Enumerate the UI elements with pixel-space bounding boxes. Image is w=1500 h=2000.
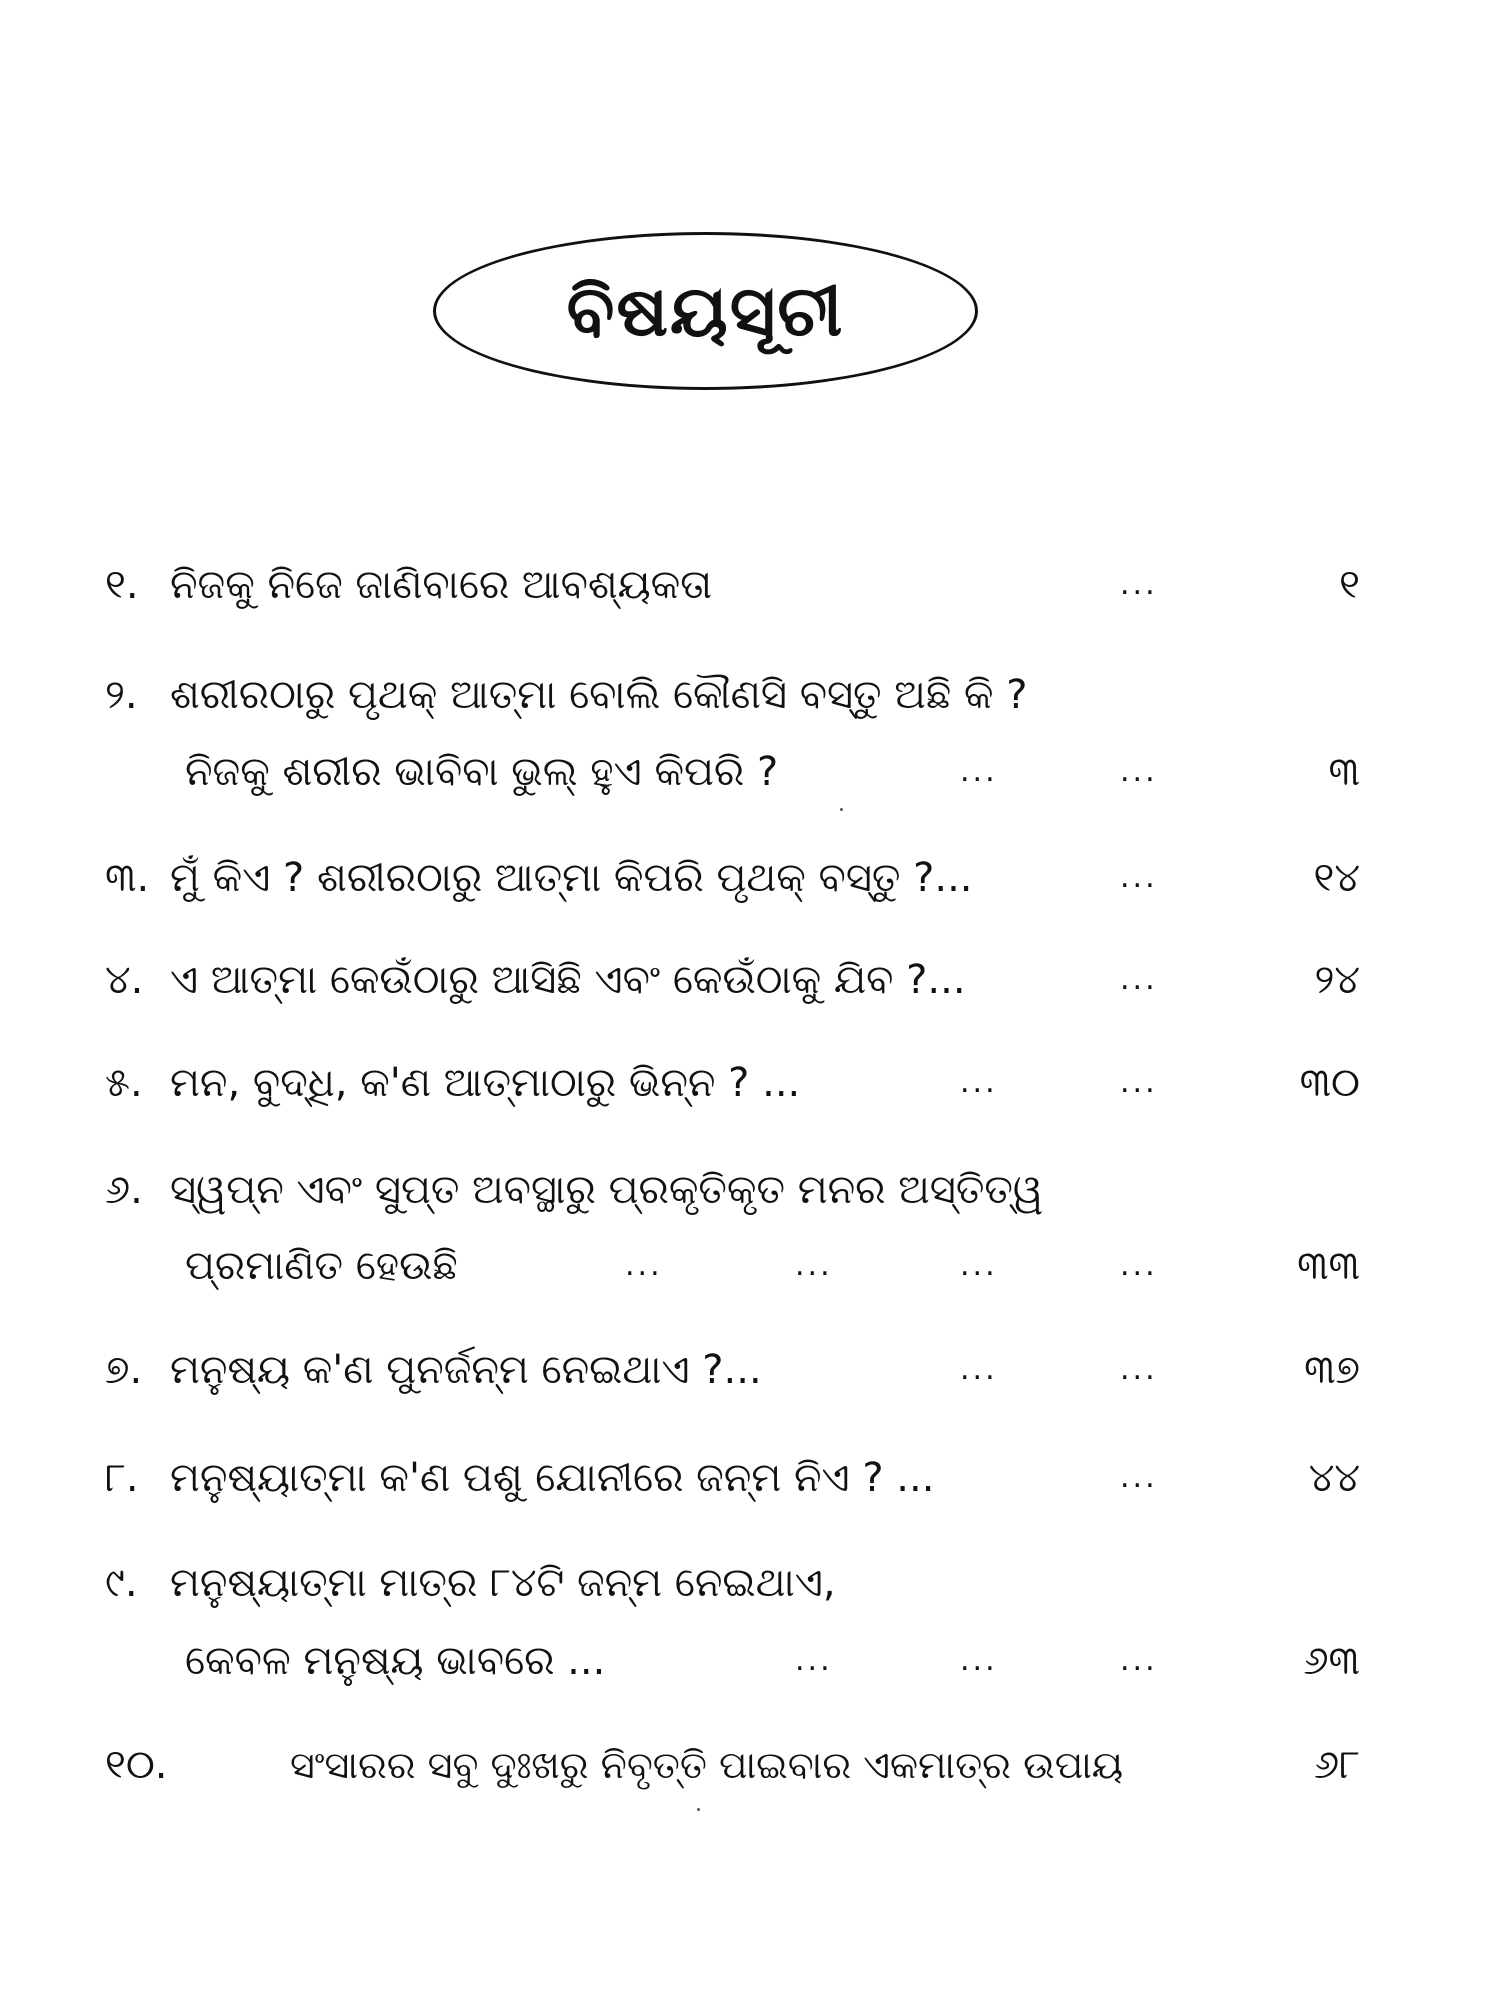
leader-dots: ... [1120,1248,1158,1283]
entry-title-continued: ନିଜକୁ ଶରୀର ଭାବିବା ଭୁଲ୍ ହୁଏ କିପରି ? [185,749,779,795]
entry-title: ମୁଁ କିଏ ? ଶରୀରଠାରୁ ଆତ୍ମା କିପରି ପୃଥକ୍ ବସ୍ତୁ ?... [170,855,973,901]
entry-page: ୧ [1339,562,1360,608]
toc-entry-1 [0,555,1500,615]
toc-entry-8 [0,1448,1500,1508]
entry-number: ୪. [105,957,144,1003]
entry-title: ମନୁଷ୍ୟ କ'ଣ ପୁନର୍ଜନ୍ମ ନେଇଥାଏ ?... [170,1347,762,1393]
entry-page: ୩୦ [1299,1060,1360,1106]
page-title: ବିଷୟସୂଚୀ [566,270,845,352]
leader-dots: ... [960,1065,998,1100]
entry-title-continued: ପ୍ରମାଣିତ ହେଉଛି [185,1243,458,1289]
entry-page: ୩୭ [1304,1347,1360,1393]
leader-dots: ... [960,1643,998,1678]
entry-number: ୩. [105,855,150,901]
entry-number: ୨. [105,672,138,718]
entry-page: ୩ [1328,749,1360,795]
leader-dots: ... [960,754,998,789]
toc-entry-6-cont [0,1236,1500,1296]
entry-number: ୬. [105,1167,143,1213]
entry-title: ସଂସାରର ସବୁ ଦୁଃଖରୁ ନିବୃତ୍ତି ପାଇବାର ଏକମାତ୍ର ଉପାୟ [290,1743,1124,1787]
leader-dots: ... [960,1248,998,1283]
leader-dots: ... [795,1248,833,1283]
entry-number: ୮. [105,1455,139,1501]
leader-dots: ... [795,1643,833,1678]
entry-page: ୧୪ [1313,855,1360,901]
toc-entry-2 [0,665,1500,725]
entry-page: ୬୮ [1314,1742,1360,1788]
leader-dots: ... [1120,1643,1158,1678]
entry-title: ସ୍ୱପ୍ନ ଏବଂ ସୁପ୍ତ ଅବସ୍ଥାରୁ ପ୍ରକୃତିକୃତ ମନର ଅସ୍ତିତ୍ୱ [170,1167,1044,1213]
entry-title: ମନୁଷ୍ୟାତ୍ମା ମାତ୍ର ୮୪ଟି ଜନ୍ମ ନେଇଥାଏ, [170,1560,836,1606]
leader-dots: ... [1120,962,1158,997]
leader-dots: ... [1120,567,1158,602]
toc-entry-3 [0,848,1500,908]
leader-dots: ... [960,1352,998,1387]
leader-dots: ... [1120,860,1158,895]
leader-dots: ... [625,1248,663,1283]
entry-page: ୪୪ [1308,1455,1360,1501]
toc-entry-5 [0,1053,1500,1113]
entry-number: ୭. [105,1347,143,1393]
toc-entry-9-cont [0,1631,1500,1691]
entry-number: ୯. [105,1560,138,1606]
entry-page: ୩୩ [1297,1243,1360,1289]
toc-entry-10 [0,1735,1500,1795]
entry-title: ଶରୀରଠାରୁ ପୃଥକ୍ ଆତ୍ମା ବୋଲି କୌଣସି ବସ୍ତୁ ଅଛି କି ? [170,672,1028,718]
entry-page: ୬୩ [1303,1638,1360,1684]
entry-number: ୧. [105,562,139,608]
entry-page: ୨୪ [1314,957,1360,1003]
entry-title-continued: କେବଳ ମନୁଷ୍ୟ ଭାବରେ ... [185,1638,606,1684]
entry-number: ୧୦. [105,1742,168,1788]
leader-dots: ... [1120,1460,1158,1495]
toc-entry-4 [0,950,1500,1010]
entry-number: ୫. [105,1060,143,1106]
print-speck [697,1808,700,1811]
entry-title: ନିଜକୁ ନିଜେ ଜାଣିବାରେ ଆବଶ୍ୟକତା [170,562,713,608]
toc-entry-9 [0,1553,1500,1613]
entry-title: ମନ, ବୁଦ୍ଧି, କ'ଣ ଆତ୍ମାଠାରୁ ଭିନ୍ନ ? ... [170,1060,801,1106]
leader-dots: ... [1120,754,1158,789]
print-speck [840,808,843,811]
toc-entry-2-cont [0,742,1500,802]
entry-title: ଏ ଆତ୍ମା କେଉଁଠାରୁ ଆସିଛି ଏବଂ କେଉଁଠାକୁ ଯିବ ?... [170,957,966,1003]
toc-entry-6 [0,1160,1500,1220]
entry-title: ମନୁଷ୍ୟାତ୍ମା କ'ଣ ପଶୁ ଯୋନୀରେ ଜନ୍ମ ନିଏ ? ... [170,1455,935,1501]
toc-entry-7 [0,1340,1500,1400]
leader-dots: ... [1120,1352,1158,1387]
leader-dots: ... [1120,1065,1158,1100]
title-oval [433,232,978,390]
